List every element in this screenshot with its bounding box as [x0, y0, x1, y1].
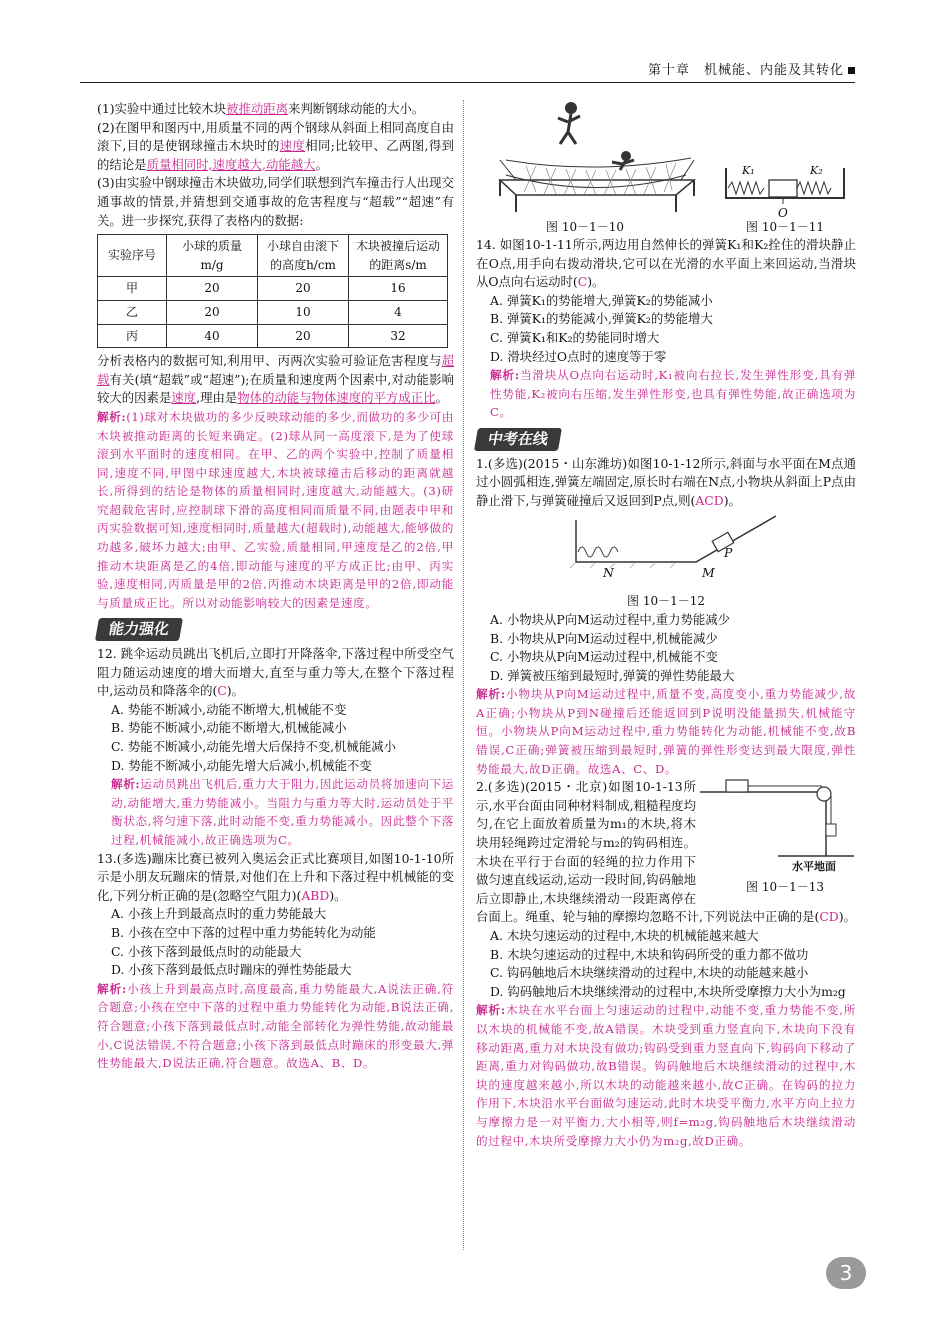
trampoline-figure: [476, 100, 856, 230]
q-part3-analysis: 分析表格内的数据可知,利用甲、丙两次实验可验证危害程度与超载有关(填“超载”或“超速”);在质量和速度两个因素中,对动能影响较大的因素是速度,理由是物体的动能与物体速度的平方成正比。: [97, 353, 454, 406]
answer: ACD: [695, 492, 724, 508]
option: A. 势能不断减小,动能不断增大,机械能不变: [111, 701, 347, 717]
option: A. 小孩上升到最高点时的重力势能最大: [111, 906, 327, 922]
trampoline-drawing: [500, 102, 694, 212]
option: A. 小物块从P向M运动过程中,重力势能减少: [490, 611, 731, 627]
q-part2: (2)在图甲和图丙中,用质量不同的两个钢球从斜面上相同高度自由滚下,目的是使钢球撞击木块时的速度相同;比较甲、乙两图,得到的结论是质量相同时,速度越大,动能越大。: [97, 119, 454, 172]
option: D. 势能不断减小,动能先增大后减小,机械能不变: [111, 757, 372, 773]
question-14: 14. 如图10-1-11所示,两边用自然伸长的弹簧K₁和K₂拴住的滑块静止在O点,用手向右拨动滑块,它可以在光滑的水平面上来回运动,当滑块从O点向右运动时(C)。: [476, 237, 856, 290]
page-header: [80, 62, 855, 83]
answer: C: [577, 274, 588, 290]
square-icon: [848, 67, 855, 74]
table-header: 小球的质量m/g: [167, 235, 258, 277]
explanation: 解析:木块在水平台面上匀速运动的过程中,动能不变,重力势能不变,所以木块的机械能不变,故A错误。木块受到重力竖直向下,木块向下没有移动距离,重力对木块没有做功;钩码受到重力竖直向下,钩码向下移动了距离,重力对钩码做功,故B错误。钩码触地后木块继续滑动的过程中,木块的速度越来越小,所以木块的动能越来越小,故C正确。在钩码的拉力作用下,木块沿水平台面做匀速运动,此时木块受平衡力,水平方向上拉力与摩擦力是一对平衡力,大小相等,则f=m₂g,钩码触地后木块继续滑动的过程中,木块所受摩擦力大小仍为m₂g,故D正确。: [476, 1003, 856, 1148]
option: C. 势能不断减小,动能先增大后保持不变,机械能减小: [111, 739, 396, 754]
option: A. 木块匀速运动的过程中,木块的机械能越来越大: [490, 928, 759, 943]
answer: CD: [819, 909, 839, 925]
explanation: 解析:小孩上升到最高点时,高度最高,重力势能最大,A说法正确,符合题意;小孩在空中下落的过程中重力势能转化为动能,B说法正确,符合题意;小孩下落到最低点时,动能全部转化为弹性势能,故动能最小,C说法错误,不符合题意;小孩下落到最低点时蹦床的形变最大,弹性势能最大,D说法正确,符合题意。故选A、B、D。: [97, 981, 454, 1071]
answer-blank: 速度: [171, 390, 197, 406]
question-z1: 1.(多选)(2015・山东潍坊)如图10-1-12所示,斜面与水平面在M点通过小圆弧相连,弹簧左端固定,原长时右端在N点,小物块从斜面上P点由静止滑下,与弹簧碰撞后又返回到P点,则(ACD)。: [476, 455, 856, 508]
answer-blank: 被推动距离: [226, 101, 289, 116]
option: C. 小孩下落到最低点时的动能最大: [111, 943, 302, 959]
figure-caption: 图 10－1－13: [746, 880, 824, 895]
label-m: M: [702, 565, 715, 581]
explanation: 解析:(1)球对木块做功的多少反映球动能的多少,而做功的多少可由木块被推动距离的长短来确定。(2)球从同一高度滚下,是为了使球滚到水平面时的速度相同。在甲、乙的两个实验中,控制了质量相同,速度不同,甲图中球速度越大,木块被球撞击后移动的距离就越长,所得到的结论是物体的质量相同时,速度越大,动能越大。(3)研究超载危害时,应控制球下滑的高度相同而质量不同,由题表中甲和丙实验数据可知,速度相同时,质量越大(超载时),动能越大,能够做的功越多,破坏力越大;由甲、乙实验,质量相同,甲速度是乙的2倍,甲推动木块距离是乙的4倍,即动能与速度的平方成正比;由甲、丙实验,速度相同,丙质量是甲的2倍,丙推动木块距离是甲的2倍,即动能与质量成正比。所以对动能影响较大的因素是速度。: [97, 409, 454, 610]
label-k2: K₂: [810, 164, 823, 177]
figure-10-12: [476, 510, 856, 592]
question-z2: 2.(多选)(2015・北京)如图10-1-13所示,水平台面由同种材料制成,粗糙程度均匀,在它上面放着质量为m₁的木块,将木块用轻绳跨过定滑轮与m₂的钩码相连。木块在平行于台面的轻绳的拉力作用下做匀速直线运动,运动一段时间,钩码触地后立即静止,木块继续滑动一段距离停在台面上。绳重、轮与轴的摩擦均忽略不计,下列说法中正确的是(CD)。: [476, 779, 856, 925]
data-table: [97, 234, 448, 348]
figure-10-13: [696, 778, 856, 894]
table-header: 实验序号: [98, 235, 167, 277]
figure-caption: 图 10－1－11: [746, 220, 824, 234]
figures-10-11: [476, 100, 856, 234]
label-k1: K₁: [742, 164, 755, 177]
table-header: 木块被撞后运动的距离s/m: [349, 235, 448, 277]
explanation: 解析:运动员跳出飞机后,重力大于阻力,因此运动员将加速向下运动,动能增大,重力势能减小。当阻力与重力等大时,运动员处于平衡状态,将匀速下落,此时动能不变,重力势能减小。因此整个下落过程,机械能减小,故正确选项为C。: [111, 777, 454, 847]
option: D. 钩码触地后木块继续滑动的过程中,木块所受摩擦力大小为m₂g: [490, 983, 846, 999]
option: C. 弹簧K₁和K₂的势能同时增大: [490, 329, 660, 345]
explanation: 解析:当滑块从O点向右运动时,K₁被向右拉长,发生弹性形变,具有弹性势能,K₂被向右压缩,发生弹性形变,也具有弹性势能,故正确选项为C。: [490, 368, 856, 420]
option: B. 小物块从P向M运动过程中,机械能减少: [490, 630, 718, 646]
option: C. 小物块从P向M运动过程中,机械能不变: [490, 649, 718, 665]
figure-caption: 图 10－1－12: [627, 594, 705, 609]
answer-blank: 超载: [97, 353, 454, 387]
label-n: N: [603, 565, 614, 581]
page-number: 3: [826, 1257, 866, 1289]
chapter-title: 第十章 机械能、内能及其转化: [647, 63, 844, 78]
section-badge: 能力强化: [95, 618, 183, 641]
option: D. 弹簧被压缩到最短时,弹簧的弹性势能最大: [490, 667, 735, 683]
ground-label: 水平地面: [792, 860, 836, 874]
option: B. 木块匀速运动的过程中,木块和钩码所受的重力都不做功: [490, 946, 809, 962]
label-o: O: [778, 206, 788, 220]
option: D. 小孩下落到最低点时蹦床的弹性势能最大: [111, 962, 352, 978]
option: C. 钩码触地后木块继续滑动的过程中,木块的动能越来越小: [490, 965, 809, 981]
table-row: 甲 20 20 16: [98, 277, 448, 301]
option: D. 滑块经过O点时的速度等于零: [490, 348, 667, 364]
option: B. 势能不断减小,动能不断增大,机械能减小: [111, 720, 347, 736]
right-column: [476, 100, 856, 1150]
answer-blank: 物体的动能与物体速度的平方成正比: [237, 390, 436, 406]
label-p: P: [724, 545, 733, 561]
section-badge: 中考在线: [474, 428, 562, 451]
question-13: 13.(多选)蹦床比赛已被列入奥运会正式比赛项目,如图10-1-10所示是小朋友玩蹦床的情景,对他们在上升和下落过程中机械能的变化,下列分析正确的是(忽略空气阻力)(ABD)。: [97, 850, 454, 903]
answer: ABD: [301, 887, 330, 903]
option: A. 弹簧K₁的势能增大,弹簧K₂的势能减小: [490, 292, 713, 308]
option: B. 小孩在空中下落的过程中重力势能转化为动能: [111, 924, 376, 940]
answer-blank: 速度: [279, 138, 306, 154]
figure-caption: 图 10－1－10: [546, 220, 624, 234]
column-divider: [463, 100, 464, 1250]
explanation: 解析:小物块从P向M运动过程中,质量不变,高度变小,重力势能减少,故A正确;小物块从P到N碰撞后还能返回到P说明没能量损失,机械能守恒。小物块从P向M运动过程中,重力势能转化为动能,机械能不变,故B错误,C正确;弹簧被压缩到最短时,弹簧的弹性形变达到最大限度,弹性势能最大,故D正确。故选A、C、D。: [476, 687, 856, 776]
left-column: [97, 100, 454, 1073]
table-header: 小球自由滚下的高度h/cm: [258, 235, 349, 277]
answer: C: [217, 683, 227, 699]
table-header-row: [98, 235, 448, 277]
table-row: 乙 20 10 4: [98, 300, 448, 324]
table-row: 丙 40 20 32: [98, 324, 448, 348]
answer-blank: 质量相同时,速度越大,动能越大: [146, 156, 316, 172]
option: B. 弹簧K₁的势能减小,弹簧K₂的势能增大: [490, 311, 713, 327]
slope-spring-drawing: [476, 510, 856, 592]
question-z2-block: [476, 778, 856, 927]
q-part3: (3)由实验中钢球撞击木块做功,同学们联想到汽车撞击行人出现交通事故的情景,并猜想到交通事故的危害程度与“超载”“超速”有关。进一步探究,获得了表格内的数据:: [97, 175, 454, 228]
question-12: 12. 跳伞运动员跳出飞机后,立即打开降落伞,下落过程中所受空气阻力随运动速度的增大而增大,直至与重力等大,在整个下落过程中,运动员和降落伞的(C)。: [97, 646, 454, 699]
q-part1: (1)实验中通过比较木块被推动距离来判断钢球动能的大小。: [97, 101, 425, 116]
